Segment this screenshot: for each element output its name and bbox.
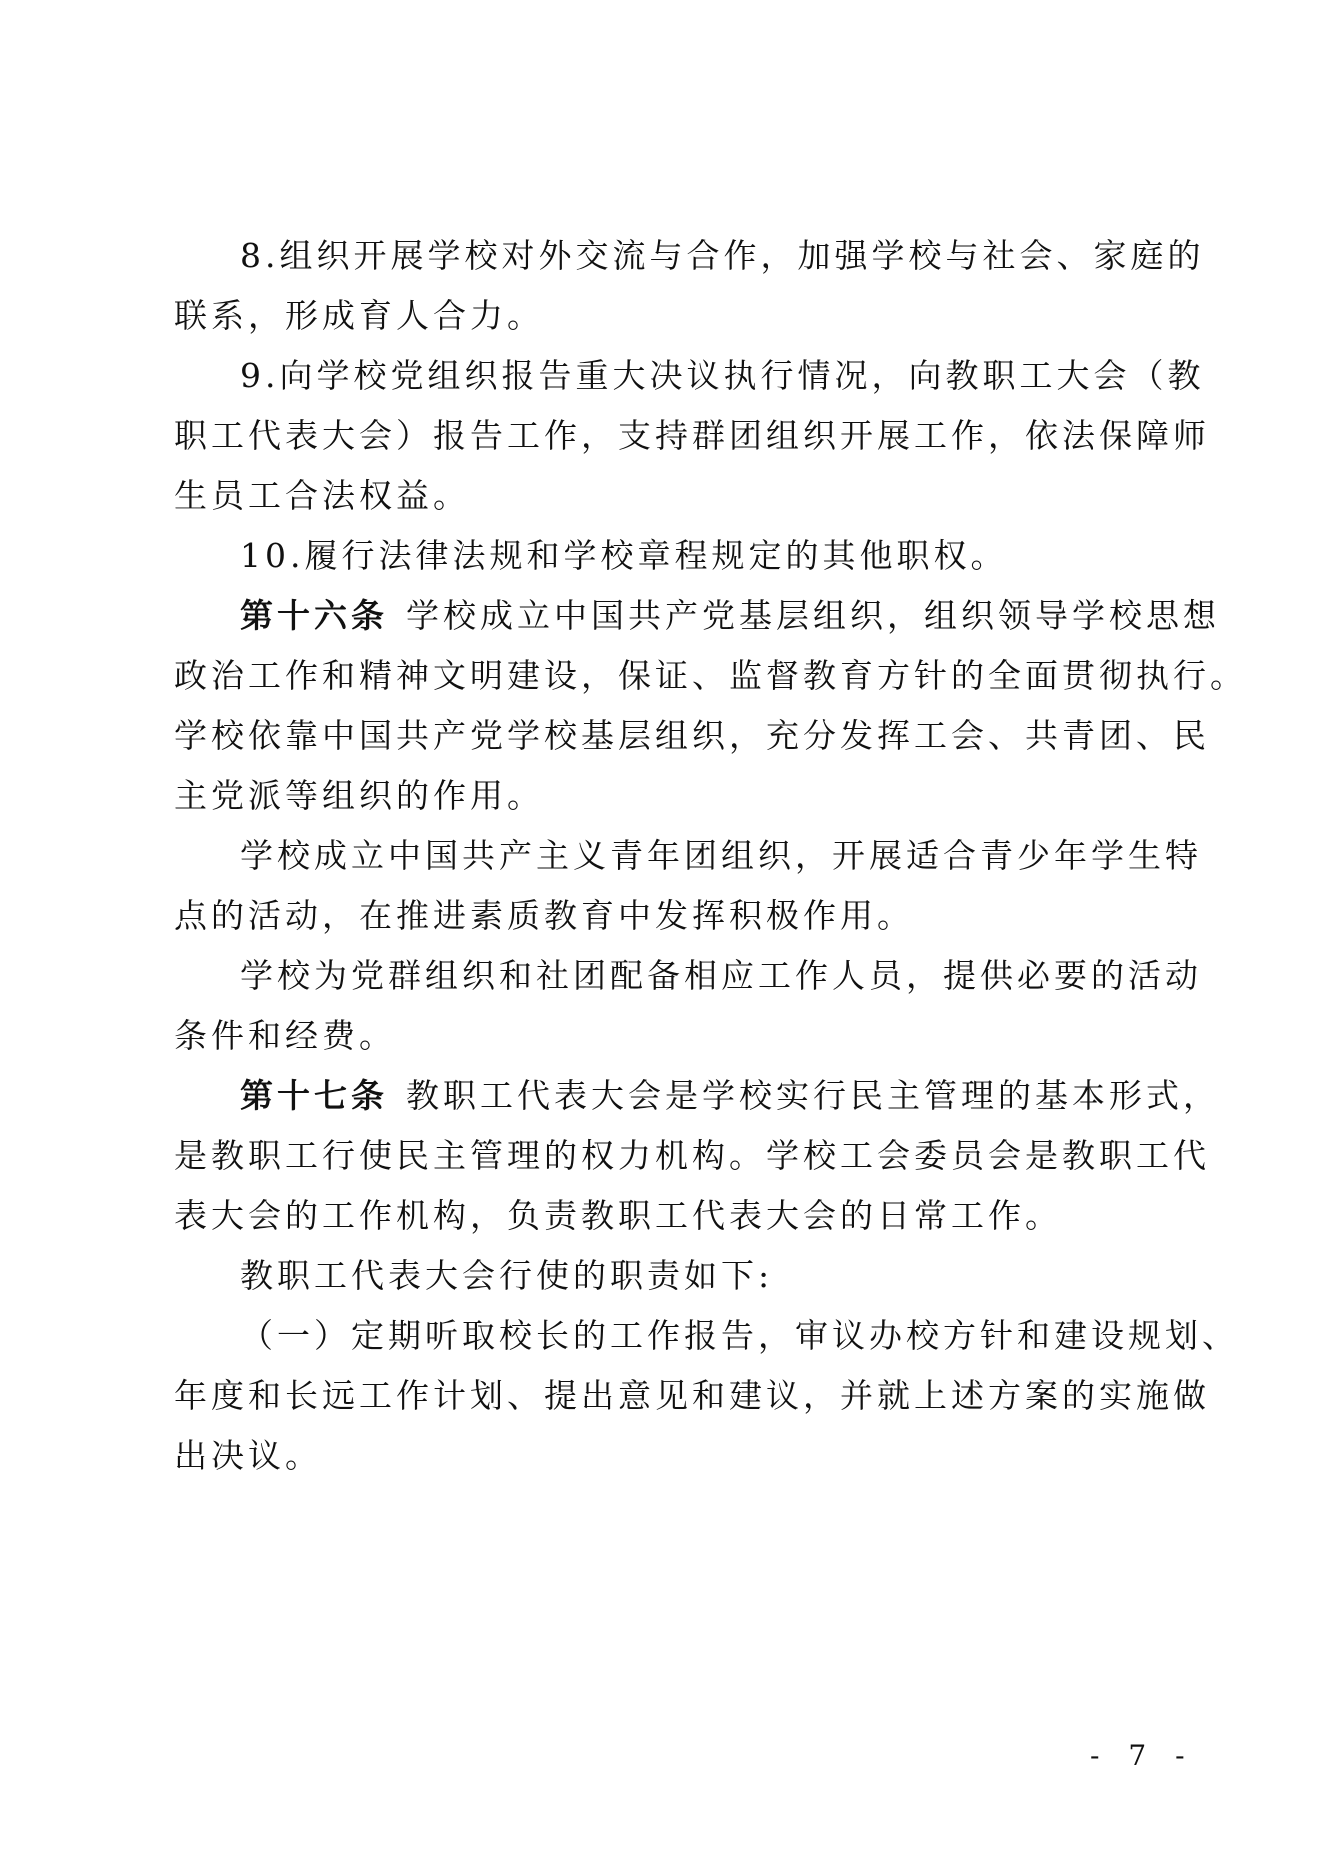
article-16-text: 学校成立中国共产党基层组织，组织领导学校思想 <box>406 596 1220 635</box>
article-16-line-1 <box>240 596 1240 636</box>
item-9-line-2: 职工代表大会）报告工作，支持群团组织开展工作，依法保障师 <box>174 416 1210 455</box>
article-16-line-3: 学校依靠中国共产党学校基层组织，充分发挥工会、共青团、民 <box>174 716 1210 755</box>
article-17-line-1 <box>240 1076 1240 1116</box>
youth-league-line-2: 点的活动，在推进素质教育中发挥积极作用。 <box>174 896 914 935</box>
article-17-line-2: 是教职工行使民主管理的权力机构。学校工会委员会是教职工代 <box>174 1136 1210 1175</box>
article-17-line-3: 表大会的工作机构，负责教职工代表大会的日常工作。 <box>174 1196 1062 1235</box>
article-17-heading: 第十七条 <box>240 1076 388 1115</box>
article-16-line-2: 政治工作和精神文明建设，保证、监督教育方针的全面贯彻执行。 <box>174 656 1247 695</box>
item-10-line-1: 10.履行法律法规和学校章程规定的其他职权。 <box>240 536 1008 575</box>
staff-line-2: 条件和经费。 <box>174 1016 396 1055</box>
article-16-heading: 第十六条 <box>240 596 388 635</box>
youth-league-line-1: 学校成立中国共产主义青年团组织，开展适合青少年学生特 <box>240 836 1202 875</box>
article-16-line-4: 主党派等组织的作用。 <box>174 776 544 815</box>
item-8-line-2: 联系，形成育人合力。 <box>174 296 544 335</box>
item-8-line-1: 8.组织开展学校对外交流与合作，加强学校与社会、家庭的 <box>240 236 1205 275</box>
duty-1-line-1: （一）定期听取校长的工作报告，审议办校方针和建设规划、 <box>240 1316 1239 1355</box>
item-9-line-1: 9.向学校党组织报告重大决议执行情况，向教职工大会（教 <box>240 356 1205 395</box>
duty-1-line-2: 年度和长远工作计划、提出意见和建议，并就上述方案的实施做 <box>174 1376 1210 1415</box>
article-17-text: 教职工代表大会是学校实行民主管理的基本形式， <box>406 1076 1220 1115</box>
duties-intro-line: 教职工代表大会行使的职责如下: <box>240 1256 774 1295</box>
staff-line-1: 学校为党群组织和社团配备相应工作人员，提供必要的活动 <box>240 956 1202 995</box>
duty-1-line-3: 出决议。 <box>174 1436 322 1475</box>
page-number: - 7 - <box>1090 1739 1195 1772</box>
item-9-line-3: 生员工合法权益。 <box>174 476 470 515</box>
